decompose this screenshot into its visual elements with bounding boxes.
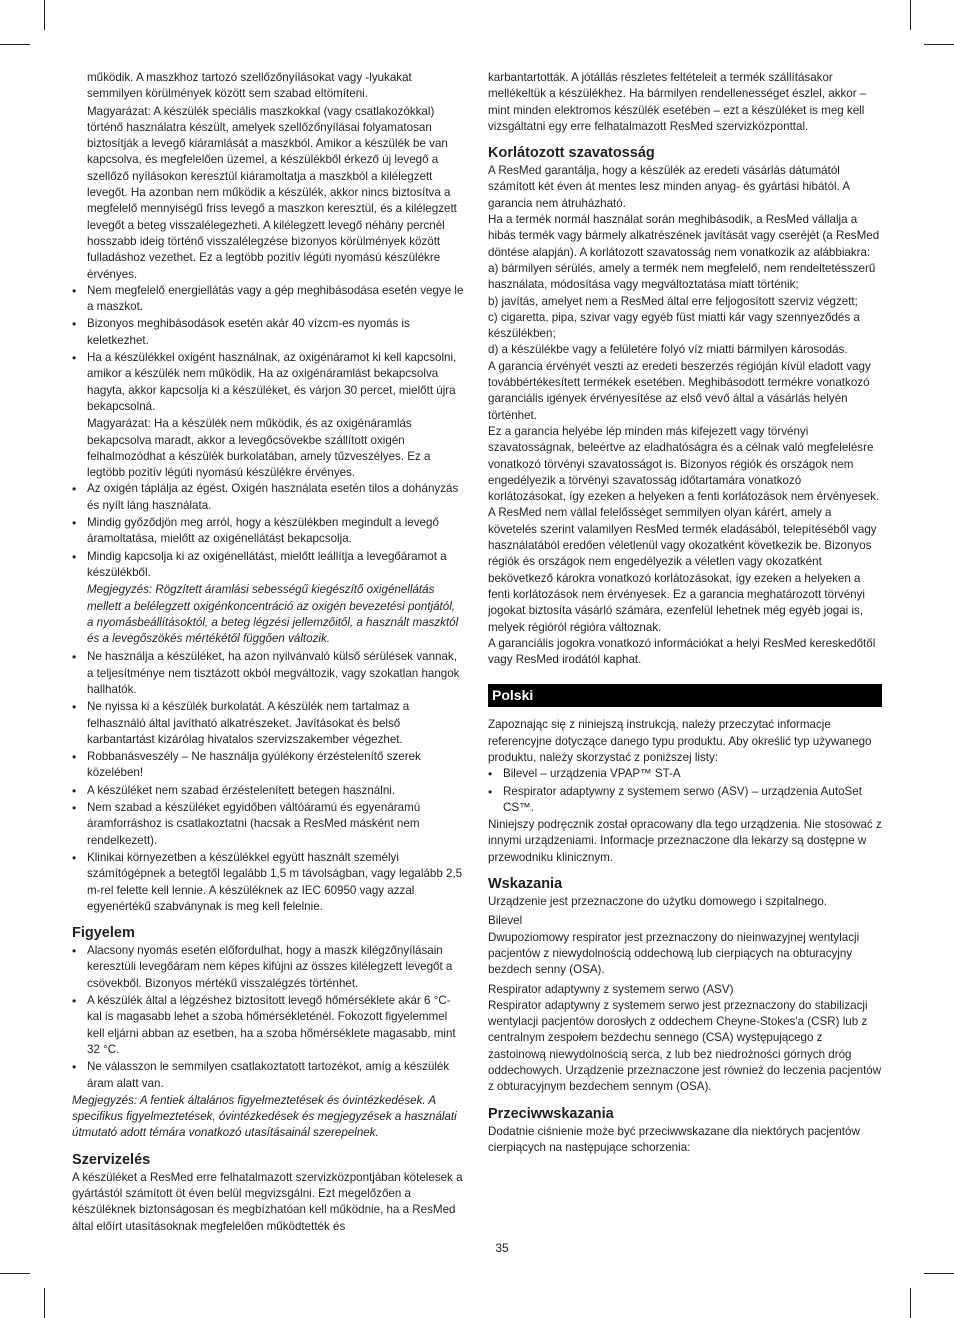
list-item: • Ne használja a készüléket, ha azon nyilvánvaló külső sérülések vannak, a teljesítménye nem tisztázott okból megváltozik, vagy szokatlan hangok hallhatók. xyxy=(72,649,464,698)
section-heading: Korlátozott szavatosság xyxy=(488,145,655,162)
explanation-label: Magyarázat: xyxy=(87,104,151,118)
subheading: Respirator adaptywny z systemem serwo (ASV) xyxy=(488,982,734,996)
paragraph: A készüléket a ResMed erre felhatalmazott szervizközpontjában kötelesek a gyártástól számított öt éven belül megvizsgálni. Ezt megelőzően a készüléknek biztonságosan és megbízhatóan kell működnie, ha a ResMed által előírt utasításoknak megfelelően működtették és xyxy=(72,1170,463,1233)
paragraph: karbantartották. A jótállás részletes feltételeit a termék szállításakor mellékeltük a készülékhez. Ha bármilyen rendellenességet észlel, akkor – mint minden elektromos készülék esetében – ezt a készüléket is meg kell vizsgáltatni egy erre felhatalmazott ResMed szervizközponttal. xyxy=(488,71,867,133)
language-section-bar: Polski xyxy=(488,684,882,707)
explanation-paragraph xyxy=(72,416,464,481)
paragraph: Niniejszy podręcznik został opracowany dla tego urządzenia. Nie stosować z innymi urządzeniami. Informacje przeznaczone dla lekarzy są dostępne w przewodniku klinicznym. xyxy=(488,818,882,864)
paragraph: A garancia érvényét veszti az eredeti beszerzés régióján kívül eladott vagy továbbértékesített termékek esetében. Meghibásodott termékre vonatkozó garanciális igények érvényesítése az első vevő által a vásárlás helyén történhet. xyxy=(488,359,871,422)
note-text: A fentiek általános figyelmeztetések és óvintézkedések. A specifikus figyelmeztetések, óvintézkedések és megjegyzések a használati útmutató adott témára vonatkozó utasításainál szerepelnek. xyxy=(72,1093,457,1140)
paragraph: b) javítás, amelyet nem a ResMed által erre feljogosított szerviz végzett; xyxy=(488,294,858,308)
crop-mark xyxy=(924,44,954,45)
caution-list xyxy=(72,943,464,1092)
crop-mark xyxy=(44,0,45,30)
right-column xyxy=(488,70,882,1156)
list-item: • Nem szabad a készüléket egyidőben váltóáramú és egyenáramú áramforráshoz is csatlakoztatni (hacsak a ResMed másként nem rendelkezett). xyxy=(72,800,464,849)
paragraph: működik. A maszkhoz tartozó szellőzőnyílásokat vagy -lyukakat semmilyen körülmények között sem szabad eltömíteni. xyxy=(87,71,412,101)
note-paragraph xyxy=(72,1093,464,1142)
paragraph: Zapoznając się z niniejszą instrukcją, należy przeczytać informacje referencyjne dotyczące danego typu produktu. Aby określić typ używanego produktu, należy skorzystać z poniższej listy: xyxy=(488,718,872,764)
warning-list xyxy=(72,649,464,915)
crop-mark xyxy=(924,1273,954,1274)
list-item: • Mindig kapcsolja ki az oxigénellátást, mielőtt leállítja a levegőáramot a készülékből. xyxy=(72,549,464,582)
section-heading: Szervizelés xyxy=(72,1151,151,1168)
paragraph: A ResMed nem vállal felelősséget semmilyen olyan kárért, amely a követelés szerint valamilyen ResMed termék eladásából, telepítéséből vagy használatából eredően véletlenül vagy okozatként következik be. Bizonyos régiók és országok nem engedélyezik a véletlen vagy okozatként bekövetkező károkra vonatkozó korlátozásokat, így ezeken a helyeken a fenti korlátozások nem érvényesek. Ez a garancia meghatározott törvényi jogokat biztosíta vásárló számára, ezenfelül lehetnek még egyéb jogai is, melyek régióról régióra változnak. xyxy=(488,506,877,634)
explanation-text: Ha a készülék nem működik, és az oxigénáramlás bekapcsolva maradt, akkor a levegőcsövekbe szállított oxigén felhalmozódhat a készülék burkolatában, amely tűzveszélyes. Ez a legtöbb pozitív légúti nyomású készülékre érvényes. xyxy=(87,417,431,480)
section-heading: Wskazania xyxy=(488,876,563,893)
list-item: • Klinikai környezetben a készülékkel együtt használt személyi számítógépnek a betegtől legalább 1,5 m távolságban, vagy legalább 2,5 m-rel felette kell lennie. A készüléknek az IEC 60950 vagy azzal egyenértékű szabványnak is meg kell felelnie. xyxy=(72,850,464,915)
list-item: • Alacsony nyomás esetén előfordulhat, hogy a maszk kilégzőnyílásain keresztüli levegőáram nem képes kifújni az összes kilélegzett levegőt a csövekből. Bizonyos mértékű visszalégzés történhet. xyxy=(72,943,464,992)
page-number: 35 xyxy=(495,1241,509,1255)
note-label: Megjegyzés: xyxy=(87,583,153,597)
note-paragraph xyxy=(72,582,464,647)
crop-mark xyxy=(0,1273,30,1274)
explanation-text: A készülék speciális maszkokkal (vagy csatlakozókkal) történő használatra készült, amelyek szellőzőnyílásai folyamatosan biztosítják a levegő kiáramlását a maszkból. Amikor a készülék be van kapcsolva, és megfelelően üzemel, a készülékből érkező új levegő a szellőző nyílásokon keresztül kiáramoltatja a maszkból a kilélegzett levegőt. Ha azonban nem működik a készülék, akkor nincs biztosítva a megfelelő mennyiségű friss levegő a maszkon keresztül, és a kilélegzett levegőt a beteg visszalélegezheti. A kilélegzett levegő néhány percnél hosszabb ideig történő visszalélegzése bizonyos körülmények között fulladáshoz vezethet. Ez a legtöbb pozitív légúti nyomású készülékre érvényes. xyxy=(87,104,457,281)
paragraph: d) a készülékbe vagy a felületére folyó víz miatti bármilyen károsodás. xyxy=(488,343,848,357)
list-item: • Ne válasszon le semmilyen csatlakoztatott tartozékot, amíg a készülék áram alatt van. xyxy=(72,1059,464,1092)
explanation-label: Magyarázat: xyxy=(87,417,151,431)
paragraph: Urządzenie jest przeznaczone do użytku domowego i szpitalnego. xyxy=(488,895,827,909)
crop-mark xyxy=(0,44,30,45)
paragraph: Respirator adaptywny z systemem serwo jest przeznaczony do stabilizacji wentylacji pacjentów dorosłych z oddechem Cheyne-Stokes'a (CSR) lub z centralnym zespołem bezdechu sennego (CSA) występującego z zastoinową niewydolnością serca, z lub bez niedrożności górnych dróg oddechowych. Urządzenie przeznaczone jest również do leczenia pacjentów z obturacyjnym bezdechem sennym (OSA). xyxy=(488,998,882,1094)
warning-list xyxy=(72,481,464,581)
section-heading: Przeciwwskazania xyxy=(488,1105,614,1122)
note-label: Megjegyzés: xyxy=(72,1093,138,1107)
list-item: • A készülék által a légzéshez biztosított levegő hőmérséklete akár 6 °C-kal is magasabb lehet a szoba hőmérsékleténél. Fokozott figyelemmel kell eljárni abban az esetben, ha a szoba hőmérséklete magasabb, mint 32 °C. xyxy=(72,993,464,1058)
list-item: • A készüléket nem szabad érzéstelenített betegen használni. xyxy=(72,783,464,799)
paragraph: Ez a garancia helyébe lép minden más kifejezett vagy törvényi szavatosságnak, beleértve az eladhatóságra és a célnak való megfelelésre vonatkozó törvényi szavatosságot is. Bizonyos régiók és országok nem engedélyezik a törvényi szavatosság időtartamára vonatkozó korlátozásokat, így ezeken a helyeken a fenti korlátozások nem érvényesek. xyxy=(488,424,880,504)
paragraph: c) cigaretta, pipa, szivar vagy egyéb füst miatti kár vagy szennyeződés a készülékben; xyxy=(488,310,860,341)
list-item: • Bilevel – urządzenia VPAP™ ST-A xyxy=(488,766,882,782)
product-list xyxy=(488,766,882,816)
subheading: Bilevel xyxy=(488,914,523,928)
list-item: • Ha a készülékkel oxigént használnak, az oxigénáramot ki kell kapcsolni, amikor a készülék nem működik. Ha az oxigénáramlást bekapcsolva hagyta, akkor kapcsolja ki a készüléket, és várjon 30 percet, mielőtt újra bekapcsolná. xyxy=(72,350,464,415)
section-heading: Figyelem xyxy=(72,925,135,942)
paragraph: a) bármilyen sérülés, amely a termék nem megfelelő, nem rendeltetésszerű használata, módosítása vagy megváltoztatása miatt történik; xyxy=(488,261,876,292)
list-item: • Bizonyos meghibásodások esetén akár 40 vízcm-es nyomás is keletkezhet. xyxy=(72,316,464,349)
paragraph: Dwupoziomowy respirator jest przeznaczony do nieinwazyjnej wentylacji pacjentów z niewydolnością oddechową lub cierpiących na obturacyjny bezdech senny (OSA). xyxy=(488,930,860,977)
list-item: • Ne nyissa ki a készülék burkolatát. A készülék nem tartalmaz a felhasználó által javítható alkatrészeket. Javításokat és belső karbantartást kizárólag hivatalos szervizszakember végezhet. xyxy=(72,699,464,748)
paragraph: A ResMed garantálja, hogy a készülék az eredeti vásárlás dátumától számított két éven át mentes lesz minden anyag- és gyártási hibától. A garancia nem átruházható. xyxy=(488,164,850,210)
list-item: • Respirator adaptywny z systemem serwo (ASV) – urządzenia AutoSet CS™. xyxy=(488,784,882,817)
left-column xyxy=(72,70,464,1235)
list-item: • Mindig győződjön meg arról, hogy a készülékben megindult a levegő áramoltatása, mielőtt az oxigénellátást bekapcsolja. xyxy=(72,515,464,548)
explanation-paragraph xyxy=(72,104,464,283)
list-item: • Az oxigén táplálja az égést. Oxigén használata esetén tilos a dohányzás és nyílt láng használata. xyxy=(72,481,464,514)
list-item: • Robbanásveszély – Ne használja gyúlékony érzéstelenítő szerek közelében! xyxy=(72,749,464,782)
crop-mark xyxy=(44,1288,45,1318)
crop-mark xyxy=(910,0,911,30)
paragraph: Ha a termék normál használat során meghibásodik, a ResMed vállalja a hibás termék vagy bármely alkatrészének javítását vagy cseréjét (a ResMed döntése alapján). A korlátozott szavatosság nem vonatkozik az alábbiakra: xyxy=(488,213,880,259)
warning-list xyxy=(72,283,464,415)
paragraph: A garanciális jogokra vonatkozó információkat a helyi ResMed kereskedőtől vagy ResMed irodától kaphat. xyxy=(488,636,876,667)
note-text: Rögzített áramlási sebességű kiegészítő oxigénellátás mellett a belélegzett oxigénkoncentráció az oxigén bevezetési pontjától, a nyomásbeállításoktól, a beteg légzési jellemzőitől, a használt maszktól és a levegőszökés mértékétől függően változik. xyxy=(87,583,459,646)
list-item: • Nem megfelelő energiellátás vagy a gép meghibásodása esetén vegye le a maszkot. xyxy=(72,283,464,316)
crop-mark xyxy=(910,1288,911,1318)
paragraph: Dodatnie ciśnienie może być przeciwwskazane dla niektórych pacjentów cierpiących na następujące schorzenia: xyxy=(488,1124,860,1154)
